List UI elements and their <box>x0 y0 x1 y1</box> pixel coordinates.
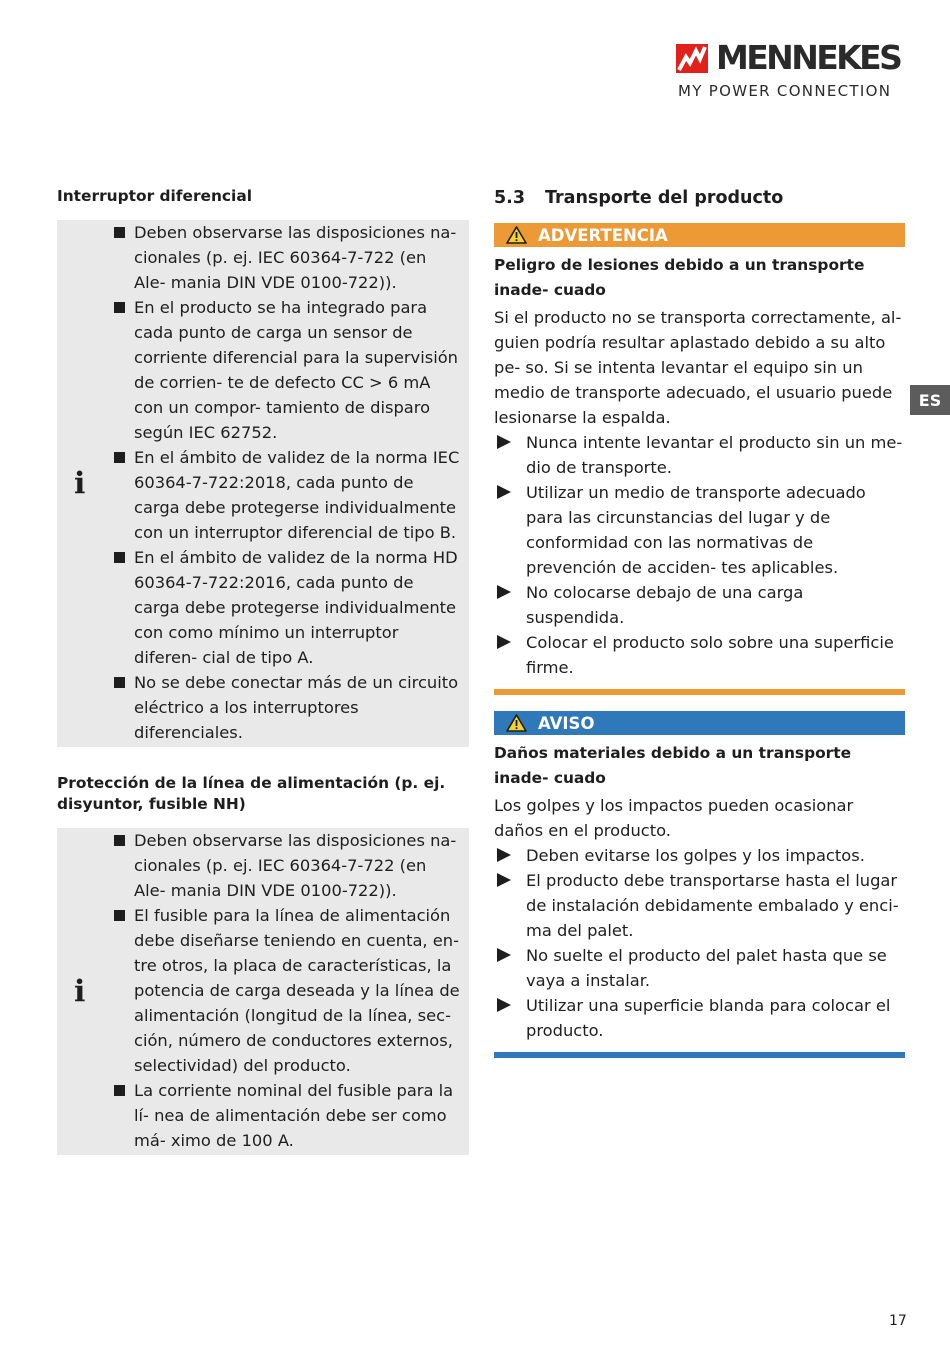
warning-end-rule <box>494 689 905 695</box>
notice-end-rule <box>494 1052 905 1058</box>
section-heading <box>494 186 905 210</box>
rcd-info-box <box>57 220 469 747</box>
page-number: 17 <box>889 1313 907 1329</box>
list-item: Colocar el producto solo sobre una superficie firme. <box>494 630 905 680</box>
line-protection-info-box <box>57 828 469 1155</box>
list-item: Deben evitarse los golpes y los impactos. <box>494 843 905 868</box>
warning-description: Si el producto no se transporta correctamente, al- guien podría resultar aplastado debido a su alto pe- so. Si se intenta levantar el equipo sin un medio de transporte adecuado, el usuario puede lesionarse la espalda. <box>494 308 902 427</box>
info-icon: i <box>74 974 86 1009</box>
notice-title: Daños materiales debido a un transporte inade- cuado <box>494 744 852 787</box>
brand-name: MENNEKES <box>716 38 901 77</box>
list-item: En el ámbito de validez de la norma HD 60364-7-722:2016, cada punto de carga debe protegerse individualmente con como mínimo un interruptor diferen- cial de tipo A. <box>113 545 463 670</box>
list-item: Nunca intente levantar el producto sin un me- dio de transporte. <box>494 430 905 480</box>
rcd-list <box>113 220 463 745</box>
brand-logo <box>676 40 908 104</box>
list-item: El producto debe transportarse hasta el lugar de instalación debidamente embalado y enci- ma del palet. <box>494 868 905 943</box>
notice-label: AVISO <box>538 713 595 733</box>
notice-description: Los golpes y los impactos pueden ocasionar daños en el producto. <box>494 796 854 840</box>
warning-title: Peligro de lesiones debido a un transporte inade- cuado <box>494 256 865 299</box>
right-column <box>494 186 905 1058</box>
list-item: En el ámbito de validez de la norma IEC 60364-7-722:2018, cada punto de carga debe protegerse individualmente con un interruptor diferencial de tipo B. <box>113 445 463 545</box>
notice-banner <box>494 711 905 735</box>
list-item: Utilizar un medio de transporte adecuado para las circunstancias del lugar y de conformidad con las normativas de prevención de acciden- tes aplicables. <box>494 480 905 580</box>
list-item: La corriente nominal del fusible para la lí- nea de alimentación debe ser como má- ximo de 100 A. <box>113 1078 463 1153</box>
language-tab: ES <box>910 385 950 415</box>
left-column <box>57 186 469 1155</box>
notice-actions <box>494 843 905 1043</box>
warning-actions <box>494 430 905 680</box>
list-item: Deben observarse las disposiciones na- cionales (p. ej. IEC 60364-7-722 (en Ale- mania DIN VDE 0100-722)). <box>113 220 463 295</box>
section-title: Transporte del producto <box>545 188 784 208</box>
brand-tagline: MY POWER CONNECTION <box>678 82 892 100</box>
list-item: No colocarse debajo de una carga suspendida. <box>494 580 905 630</box>
warning-banner <box>494 223 905 247</box>
warning-triangle-icon <box>506 714 527 732</box>
list-item: No se debe conectar más de un circuito eléctrico a los interruptores diferenciales. <box>113 670 463 745</box>
list-item: El fusible para la línea de alimentación debe diseñarse teniendo en cuenta, en- tre otros, la placa de características, la potencia de carga deseada y la línea de alimentación (longitud de la línea, sec- ción, número de conductores externos, selectividad) del producto. <box>113 903 463 1078</box>
rcd-heading: Interruptor diferencial <box>57 187 252 205</box>
section-number: 5.3 <box>494 188 526 208</box>
info-icon: i <box>74 466 86 501</box>
warning-triangle-icon <box>506 226 527 244</box>
line-protection-list <box>113 828 463 1153</box>
list-item: No suelte el producto del palet hasta que se vaya a instalar. <box>494 943 905 993</box>
list-item: Utilizar una superficie blanda para colocar el producto. <box>494 993 905 1043</box>
brand-mark-icon <box>676 44 708 73</box>
list-item: Deben observarse las disposiciones na- cionales (p. ej. IEC 60364-7-722 (en Ale- mania DIN VDE 0100-722)). <box>113 828 463 903</box>
line-protection-heading: Protección de la línea de alimentación (p. ej. disyuntor, fusible NH) <box>57 774 446 813</box>
warning-label: ADVERTENCIA <box>538 225 668 245</box>
list-item: En el producto se ha integrado para cada punto de carga un sensor de corriente diferencial para la supervisión de corrien- te de defecto CC > 6 mA con un compor- tamiento de disparo según IEC 62752. <box>113 295 463 445</box>
